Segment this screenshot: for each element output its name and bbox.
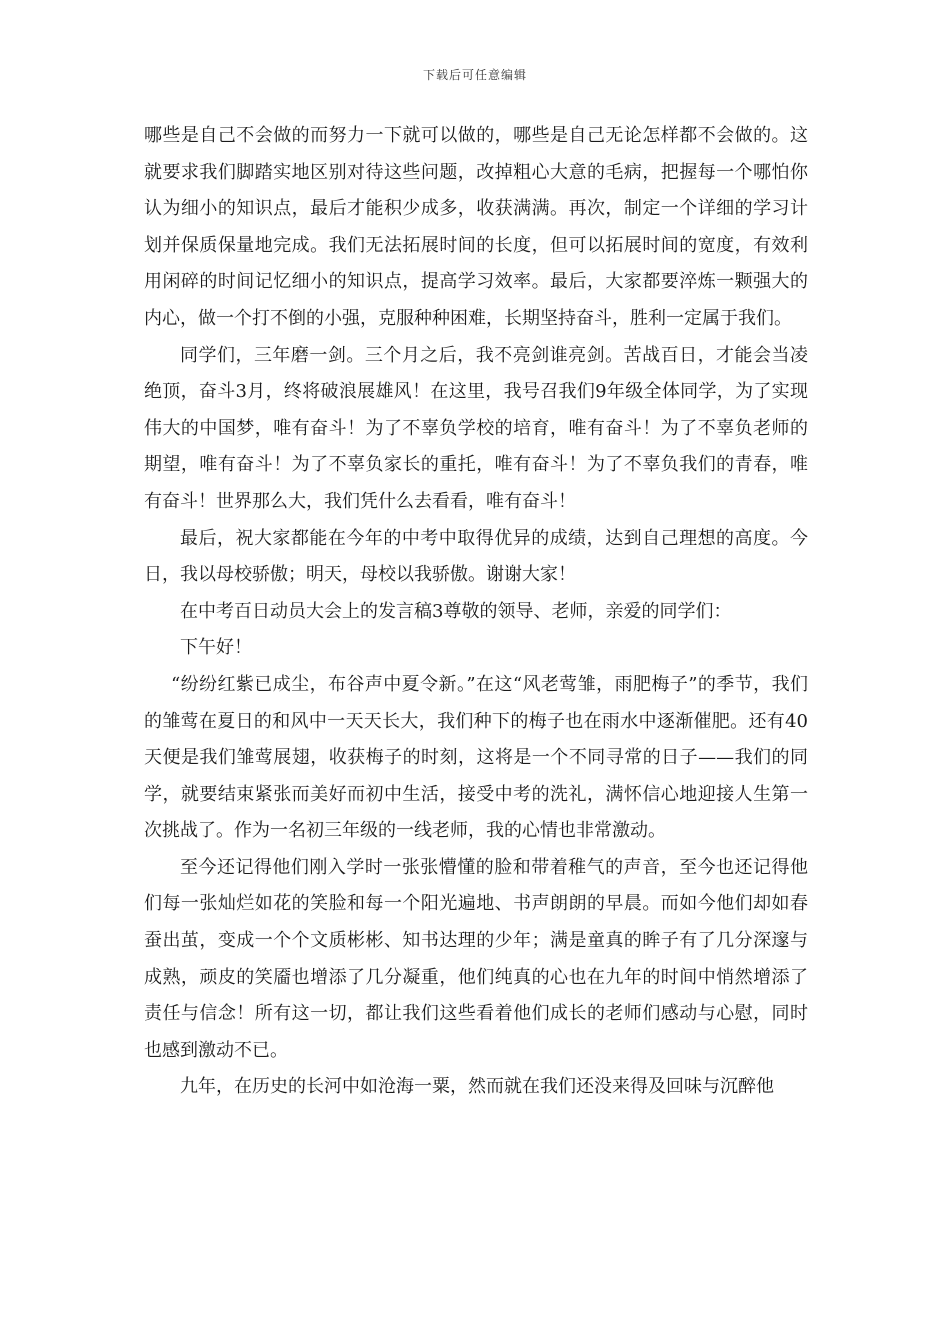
paragraph-continuation: 哪些是自己不会做的而努力一下就可以做的，哪些是自己无论怎样都不会做的。这就要求我们脚踏实地区别对待这些问题，改掉粗心大意的毛病，把握每一个哪怕你认为细小的知识点，最后才能积少成多，收获满满。再次，制定一个详细的学习计划并保质保量地完成。我们无法拓展时间的长度，但可以拓展时间的宽度，有效利用闲碎的时间记忆细小的知识点，提高学习效率。最后，大家都要淬炼一颗强大的内心，做一个打不倒的小强，克服种种困难，长期坚持奋斗，胜利一定属于我们。: [144, 125, 808, 329]
paragraph-call-to-action: 同学们，三年磨一剑。三个月之后，我不亮剑谁亮剑。苦战百日，才能会当凌绝顶，奋斗3月，终将破浪展雄风！在这里，我号召我们9年级全体同学，为了实现伟大的中国梦，唯有奋斗！为了不辜负学校的培育，唯有奋斗！为了不辜负老师的期望，唯有奋斗！为了不辜负家长的重托，唯有奋斗！为了不辜负我们的青春，唯有奋斗！世界那么大，我们凭什么去看看，唯有奋斗！: [144, 344, 808, 512]
greeting: 下午好！: [180, 637, 252, 659]
speech-title: 在中考百日动员大会上的发言稿3尊敬的领导、老师，亲爱的同学们：: [180, 600, 732, 622]
document-body: [144, 118, 808, 1106]
paragraph-closing: 最后，祝大家都能在今年的中考中取得优异的成绩，达到自己理想的高度。今日，我以母校骄傲；明天，母校以我骄傲。谢谢大家！: [144, 527, 808, 586]
paragraph-nine-years: 九年，在历史的长河中如沧海一粟，然而就在我们还没来得及回味与沉醉他: [180, 1076, 774, 1098]
page-header: 下载后可任意编辑: [422, 68, 527, 82]
paragraph-memories: 至今还记得他们刚入学时一张张懵懂的脸和带着稚气的声音，至今也还记得他们每一张灿烂如花的笑脸和每一个阳光遍地、书声朗朗的早晨。而如今他们却如春蚕出茧，变成一个个文质彬彬、知书达理的少年；满是童真的眸子有了几分深邃与成熟，顽皮的笑靥也增添了几分凝重，他们纯真的心也在九年的时间中悄然增添了责任与信念！所有这一切，都让我们这些看着他们成长的老师们感动与心慰，同时也感到激动不已。: [144, 856, 808, 1061]
paragraph-opening-quote: “纷纷红紫已成尘，布谷声中夏令新。”在这“风老莺雏，雨肥梅子”的季节，我们的雏莺在夏日的和风中一天天长大，我们种下的梅子也在雨水中逐渐催肥。还有40天便是我们雏莺展翅，收获梅子的时刻，这将是一个不同寻常的日子——我们的同学，就要结束紧张而美好而初中生活，接受中考的洗礼，满怀信心地迎接人生第一次挑战了。作为一名初三年级的一线老师，我的心情也非常激动。: [144, 673, 808, 842]
